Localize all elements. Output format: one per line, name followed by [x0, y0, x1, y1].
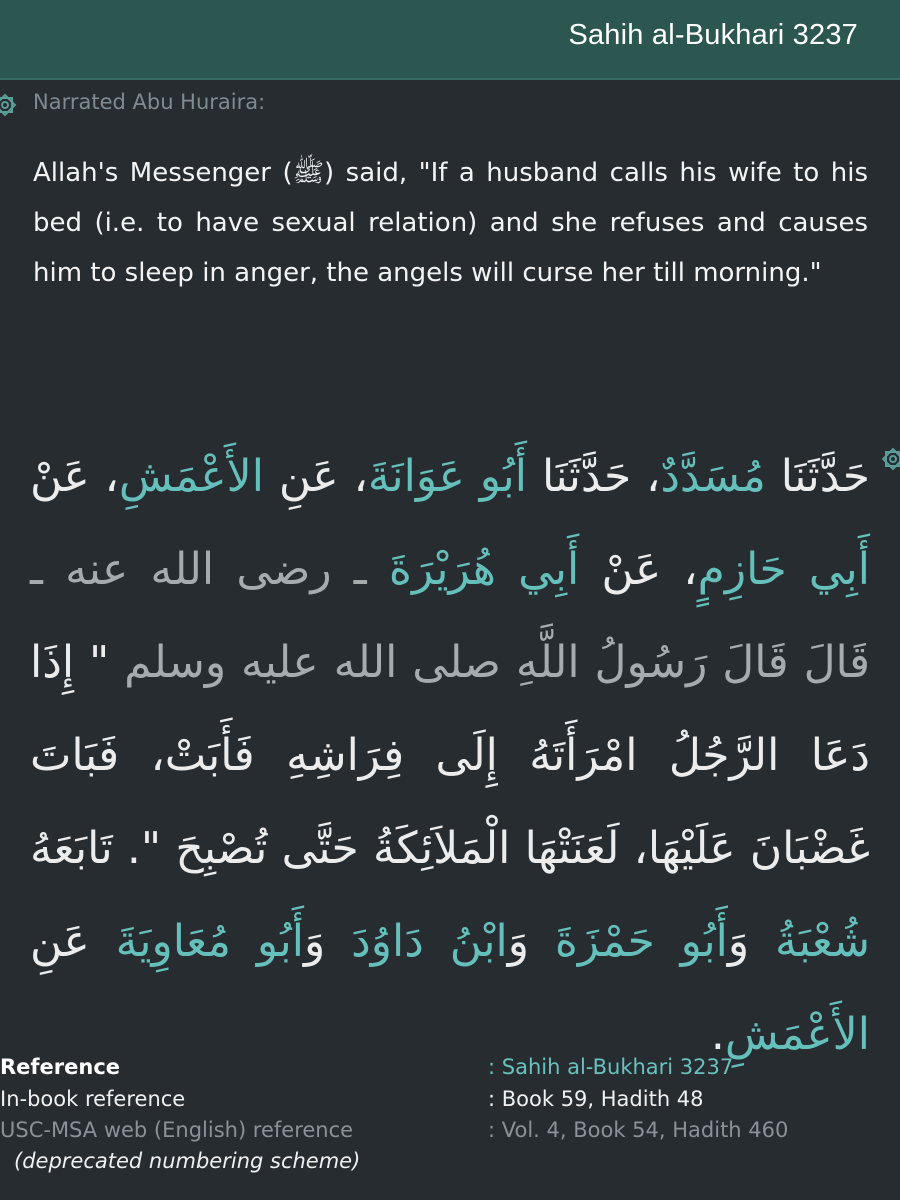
arabic-text-segment: حَدَّثَنَا — [765, 451, 871, 502]
arabic-text-segment: وَ — [304, 916, 352, 967]
arabic-text-segment: ، عَنْ — [579, 544, 698, 595]
hadith-arabic-text — [30, 430, 870, 1081]
deprecated-numbering-note: (deprecated numbering scheme) — [14, 1149, 361, 1173]
reference-row — [0, 1055, 900, 1087]
narrator-name-link[interactable]: أَبِي حَازِمٍ — [697, 544, 871, 595]
narrator-name-link[interactable]: الأَعْمَشِ — [724, 1009, 870, 1060]
usc-msa-reference-label: USC-MSA web (English) reference — [0, 1118, 354, 1142]
arabic-honorific-text: ـ رضى الله عنه ـ قَالَ قَالَ رَسُولُ اللَّهِ صلى الله عليه وسلم — [30, 544, 870, 688]
narrator-name-link[interactable]: مُسَدَّدٌ — [660, 451, 766, 502]
arabic-text-segment: وَ — [727, 916, 776, 967]
reference-label: Reference — [0, 1055, 121, 1079]
inbook-reference-row — [0, 1087, 900, 1119]
narrator-name-link[interactable]: أَبُو عَوَانَةَ — [367, 451, 528, 502]
star-ornament-icon — [880, 446, 900, 472]
arabic-text-segment: ، عَنْ — [30, 451, 119, 502]
narrator-name-link[interactable]: أَبُو حَمْزَةَ — [554, 916, 728, 967]
hadith-english-text: Allah's Messenger (ﷺ) said, "If a husband calls his wife to his bed (i.e. to have sexual relation) and she refuses and causes him to sleep in anger, the angels will curse her till morning." — [33, 158, 869, 288]
narrator-name-link[interactable]: أَبِي هُرَيْرَةَ — [388, 544, 580, 595]
page-title: Sahih al-Bukhari 3237 — [568, 19, 858, 51]
arabic-text-segment: " إِذَا دَعَا الرَّجُلُ امْرَأَتَهُ إِلَى فِرَاشِهِ فَأَبَتْ، فَبَاتَ غَضْبَانَ عَلَيْهَا، لَعَنَتْهَا الْمَلاَئِكَةُ حَتَّى تُصْبِحَ ". تَابَعَهُ — [30, 637, 870, 874]
reference-link[interactable]: : Sahih al-Bukhari 3237 — [488, 1055, 734, 1079]
usc-msa-reference-row — [0, 1118, 900, 1150]
arabic-text-segment: ، حَدَّثَنَا — [527, 451, 661, 502]
inbook-reference-value: : Book 59, Hadith 48 — [488, 1087, 704, 1111]
arabic-text-segment: وَ — [507, 916, 555, 967]
narrator-line: Narrated Abu Huraira: — [33, 90, 266, 114]
arabic-text-segment: عَنِ — [30, 916, 116, 967]
narrator-name-link[interactable]: ابْنُ دَاوُدَ — [351, 916, 508, 967]
inbook-reference-label: In-book reference — [0, 1087, 186, 1111]
narrator-name-link[interactable]: الأَعْمَشِ — [118, 451, 264, 502]
star-ornament-icon — [0, 92, 18, 118]
arabic-text-segment: ، عَنِ — [264, 451, 368, 502]
narrator-name-link[interactable]: أَبُو مُعَاوِيَةَ — [115, 916, 305, 967]
narrator-name-link[interactable]: شُعْبَةُ — [775, 916, 870, 967]
arabic-text-segment: . — [710, 1009, 725, 1060]
usc-msa-reference-value: : Vol. 4, Book 54, Hadith 460 — [488, 1118, 789, 1142]
page-header — [0, 0, 900, 80]
deprecated-note-row — [0, 1149, 900, 1181]
